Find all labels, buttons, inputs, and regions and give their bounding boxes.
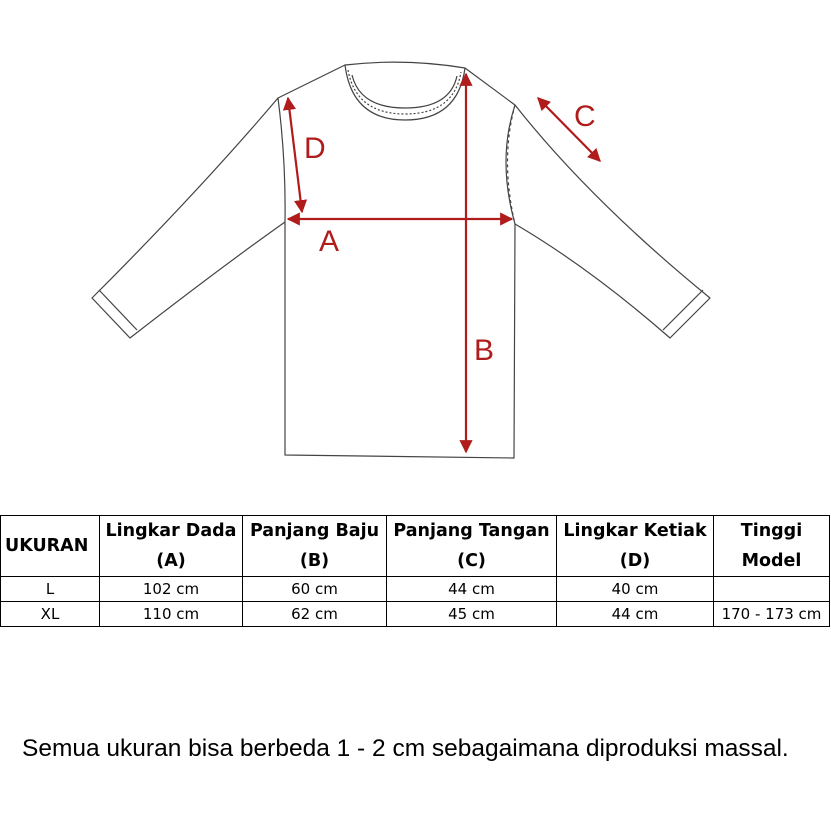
cell-sleeve: 45 cm [387,602,557,627]
shirt-outline [92,62,710,458]
cell-model-height [714,577,830,602]
shirt-body [278,65,515,458]
header-model-height: Tinggi Model [714,516,830,577]
label-d: D [304,132,326,165]
cell-sleeve: 44 cm [387,577,557,602]
cell-chest: 110 cm [100,602,243,627]
cell-length: 60 cm [243,577,387,602]
cell-size: XL [1,602,100,627]
right-cuff [663,290,703,330]
left-sleeve [92,98,285,338]
table-row [1,602,830,627]
cell-chest: 102 cm [100,577,243,602]
header-length: Panjang Baju (B) [243,516,387,577]
cell-length: 62 cm [243,602,387,627]
collar-inner [352,75,457,108]
size-table [0,515,830,627]
label-b: B [474,334,495,367]
header-armhole: Lingkar Ketiak (D) [557,516,714,577]
right-sleeve [515,105,710,338]
table-header-row [1,516,830,577]
cell-model-height: 170 - 173 cm [714,602,830,627]
arrow-d [288,98,302,212]
cell-armhole: 40 cm [557,577,714,602]
size-note: Semua ukuran bisa berbeda 1 - 2 cm sebagaimana diproduksi massal. [22,735,789,762]
table-row [1,577,830,602]
header-sleeve: Panjang Tangan (C) [387,516,557,577]
collar-outer [345,62,465,120]
header-chest: Lingkar Dada (A) [100,516,243,577]
left-cuff [99,290,137,330]
label-a: A [319,225,340,258]
measurement-arrows [288,74,600,452]
header-size: UKURAN [1,516,100,577]
armhole-seam-right [508,105,516,224]
cell-size: L [1,577,100,602]
cell-armhole: 44 cm [557,602,714,627]
label-c: C [574,100,596,133]
